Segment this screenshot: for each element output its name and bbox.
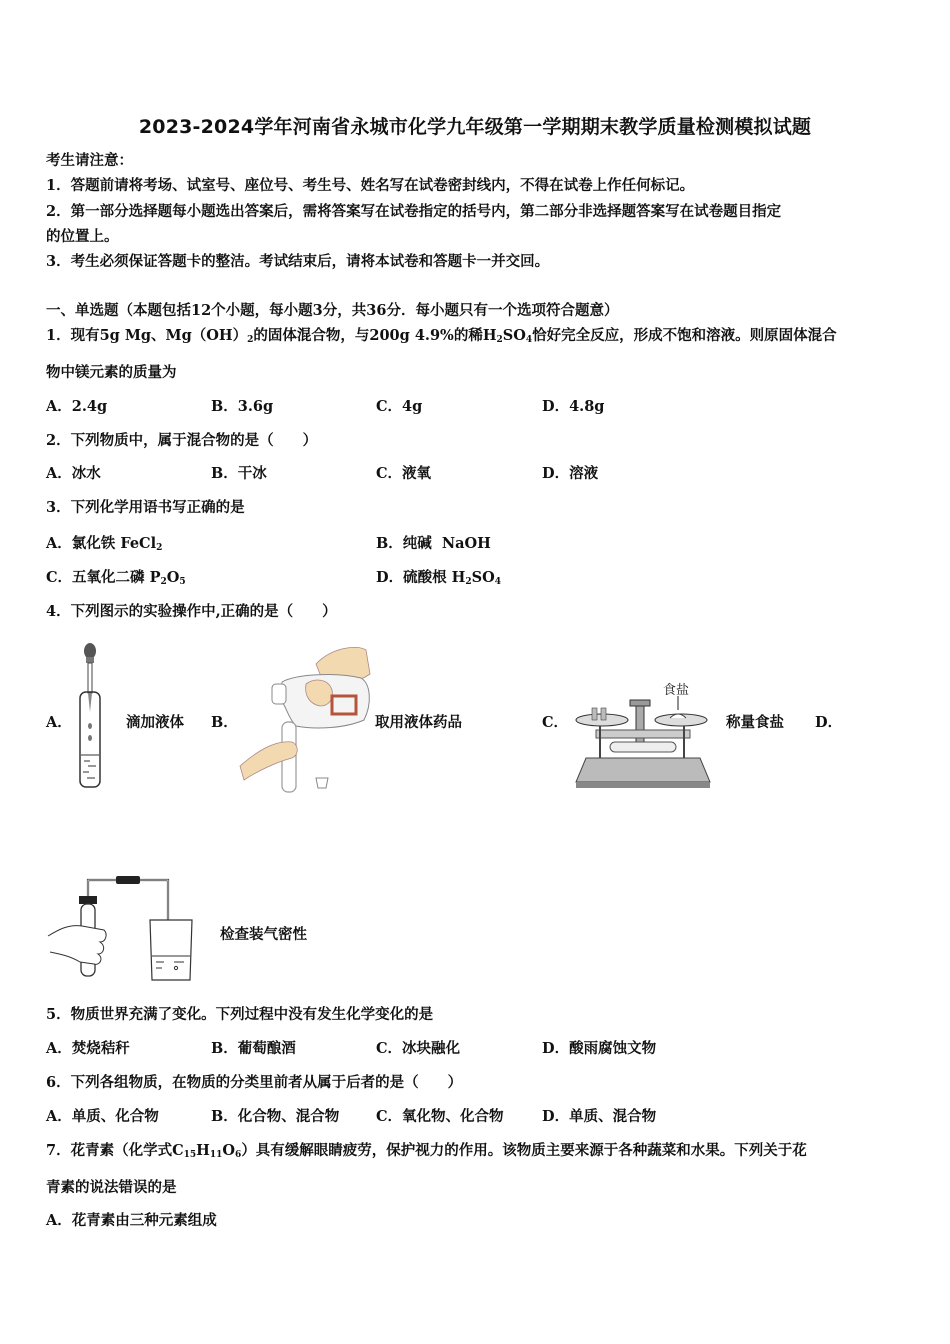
question-1-stem-cont: 物中镁元素的质量为 [46, 364, 177, 381]
balance-scale-figure [570, 678, 716, 792]
notice-item: 2．第一部分选择题每小题选出答案后，需将答案写在试卷指定的括号内，第二部分非选择题答案写在试卷题目指定 [46, 203, 782, 220]
notice-heading: 考生请注意： [46, 152, 133, 169]
option-a-text: 滴加液体 [126, 714, 184, 731]
option-a[interactable]: A．单质、化合物 [46, 1108, 159, 1125]
option-b[interactable]: B．3.6g [211, 398, 274, 415]
option-d[interactable]: D．4.8g [542, 398, 605, 415]
option-d[interactable]: D．酸雨腐蚀文物 [542, 1040, 657, 1057]
question-4-stem: 4．下列图示的实验操作中,正确的是（ ） [46, 603, 337, 620]
question-2-stem: 2．下列物质中，属于混合物的是（ ） [46, 432, 318, 449]
option-a[interactable]: A．冰水 [46, 465, 101, 482]
option-b-label[interactable]: B． [211, 714, 238, 731]
question-6-stem: 6．下列各组物质，在物质的分类里前者从属于后者的是（ ） [46, 1074, 463, 1091]
notice-item: 3．考生必须保证答题卡的整洁。考试结束后，请将本试卷和答题卡一并交回。 [46, 253, 550, 270]
question-1-stem: 1．现有5g Mg、$Mg(OH)_2$的固体混合物，与200g 4.9%的稀$H_2SO_4$恰好完全反应，形成不饱和溶液。则原固体混合 [46, 327, 837, 345]
option-d-text: 检查装气密性 [220, 926, 307, 943]
option-a[interactable]: A．焚烧秸秆 [46, 1040, 130, 1057]
option-c[interactable]: C．冰块融化 [376, 1040, 461, 1057]
option-b[interactable]: B．干冰 [211, 465, 267, 482]
option-c[interactable]: C．4g [376, 398, 423, 415]
dropper-test-tube-figure [74, 642, 108, 792]
salt-caption: 食盐 [662, 683, 690, 698]
option-c[interactable]: C．五氧化二磷 $P_2O_5$ [46, 569, 186, 587]
option-c[interactable]: C．液氧 [376, 465, 432, 482]
option-d[interactable]: D．溶液 [542, 465, 599, 482]
option-b[interactable]: B．纯碱 NaOH [376, 535, 491, 552]
option-d[interactable]: D．单质、混合物 [542, 1108, 657, 1125]
option-a[interactable]: A．2.4g [46, 398, 108, 415]
question-7-stem: 7．花青素（化学式$C_{15}H_{11}O_6$）具有缓解眼睛疲劳，保护视力的作用。该物质主要来源于各种蔬菜和水果。下列关于花 [46, 1142, 807, 1160]
option-d[interactable]: D．硫酸根 $H_2SO_4$ [376, 569, 501, 587]
option-a[interactable]: A．花青素由三种元素组成 [46, 1212, 217, 1229]
option-a[interactable]: A．氯化铁 FeCl$_2$ [46, 535, 163, 553]
option-a-label[interactable]: A． [46, 714, 72, 731]
option-c-label[interactable]: C． [542, 714, 569, 731]
question-number: 1． [46, 327, 71, 344]
option-c[interactable]: C．氧化物、化合物 [376, 1108, 504, 1125]
question-7-stem-cont: 青素的说法错误的是 [46, 1179, 177, 1196]
option-c-text: 称量食盐 [726, 714, 784, 731]
page-title: 2023-2024学年河南省永城市化学九年级第一学期期末教学质量检测模拟试题 [138, 116, 812, 138]
option-d-label[interactable]: D． [815, 714, 843, 731]
question-5-stem: 5．物质世界充满了变化。下列过程中没有发生化学变化的是 [46, 1006, 434, 1023]
section-heading: 一、单选题（本题包括12个小题，每小题3分，共36分．每小题只有一个选项符合题意） [46, 302, 619, 319]
option-b-text: 取用液体药品 [375, 714, 462, 731]
option-b[interactable]: B．葡萄酿酒 [211, 1040, 296, 1057]
airtightness-check-figure [46, 872, 196, 982]
option-b[interactable]: B．化合物、混合物 [211, 1108, 340, 1125]
notice-item: 的位置上。 [46, 228, 119, 245]
question-3-stem: 3．下列化学用语书写正确的是 [46, 499, 245, 516]
notice-item: 1．答题前请将考场、试室号、座位号、考生号、姓名写在试卷密封线内，不得在试卷上作任何标记。 [46, 177, 695, 194]
pouring-liquid-figure [236, 644, 376, 796]
